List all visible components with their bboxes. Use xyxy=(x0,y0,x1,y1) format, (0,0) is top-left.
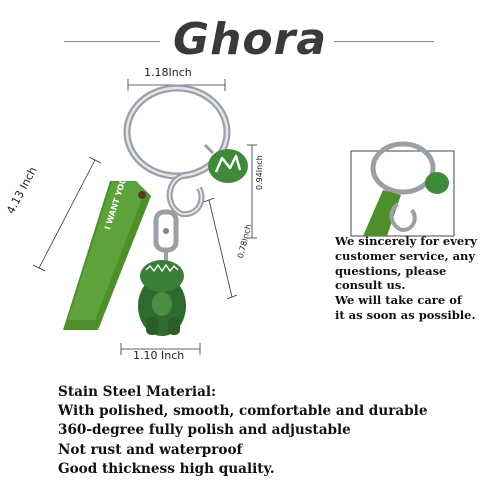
specs-heading: Stain Steel Material: xyxy=(58,384,217,400)
service-line: We will take care of xyxy=(335,293,462,308)
clip-height-label: 0.78Inch xyxy=(236,223,254,260)
inset-photo xyxy=(351,144,454,236)
service-line: We sincerely for every xyxy=(335,234,477,248)
specs-line: With polished, smooth, comfortable and durable xyxy=(58,403,428,420)
specs-line: 360-degree fully polish and adjustable xyxy=(58,422,351,439)
specs-line: Good thickness high quality. xyxy=(58,460,275,477)
tag-height-label: 0.94Inch xyxy=(255,155,264,190)
material-specs xyxy=(58,383,488,479)
green-strap xyxy=(63,181,151,330)
strap-text: I WANT YOU xyxy=(103,176,129,231)
service-line: it as soon as possible. xyxy=(335,307,476,322)
total-length-label: 4.13 Inch xyxy=(4,164,40,217)
service-line: questions, please xyxy=(335,263,447,278)
lobster-clasp xyxy=(156,176,202,264)
customer-service-text xyxy=(335,234,495,323)
service-line: consult us. xyxy=(335,278,406,293)
specs-line: Not rust and waterproof xyxy=(58,441,243,458)
brand-title: Ghora xyxy=(172,14,328,65)
dinosaur-charm xyxy=(138,260,186,336)
bottom-width-label: 1.10 Inch xyxy=(133,349,185,362)
leaf-tag xyxy=(205,145,248,183)
service-line: customer service, any xyxy=(335,248,476,263)
clip-height-dimension xyxy=(204,198,237,299)
ring-width-label: 1.18Inch xyxy=(144,66,192,79)
